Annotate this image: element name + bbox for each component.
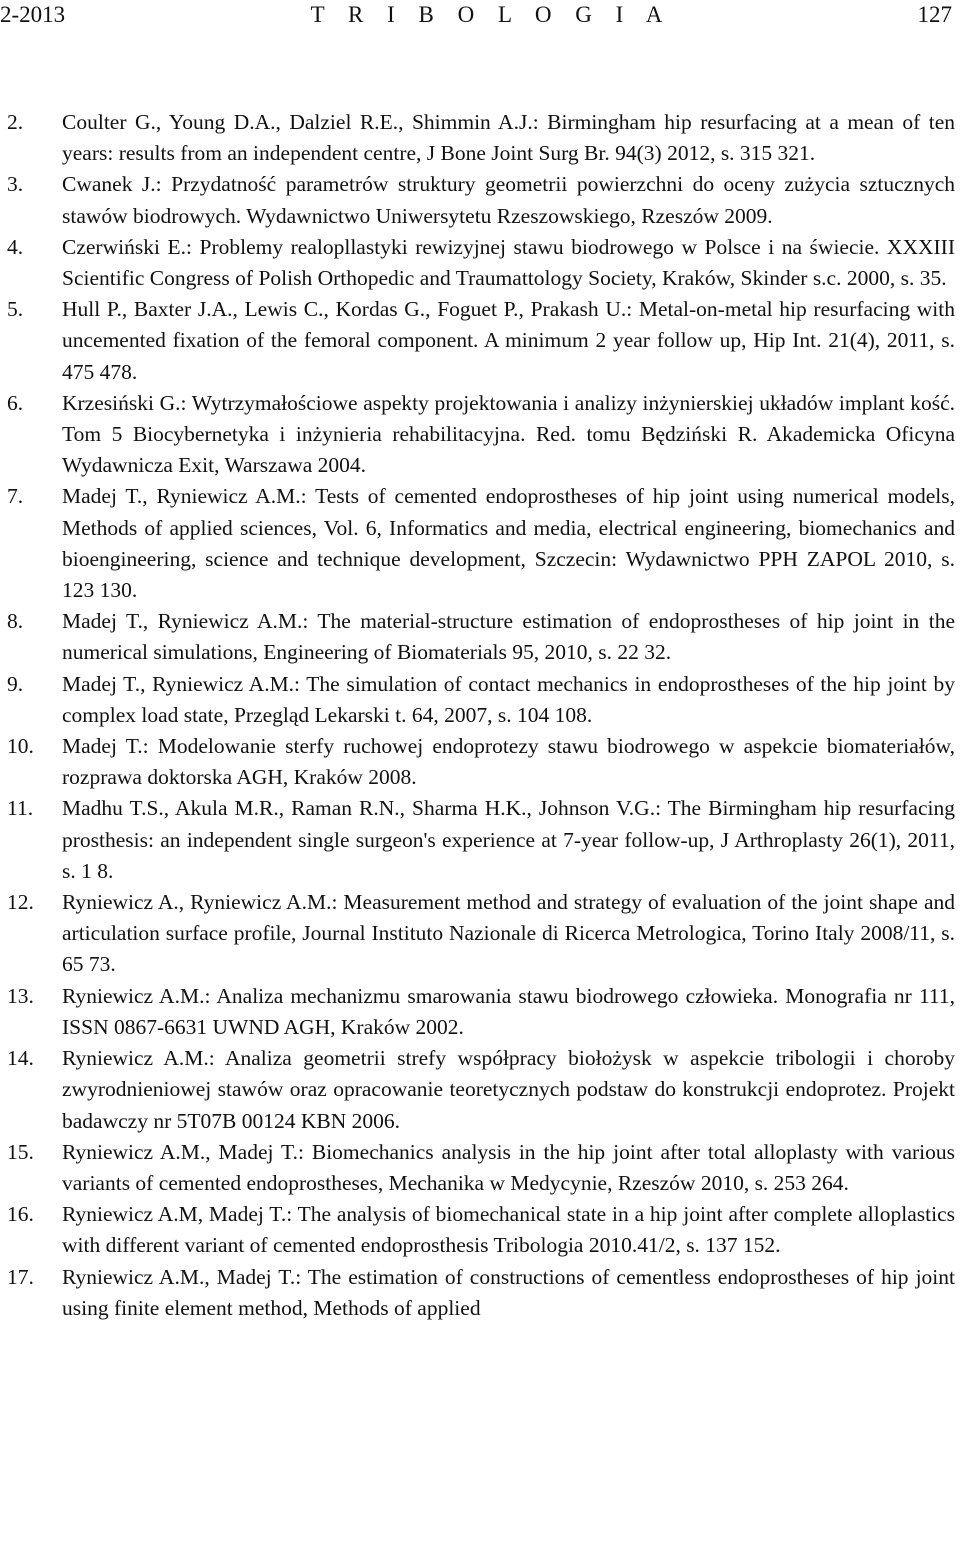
reference-number: 14. bbox=[7, 1046, 34, 1071]
reference-item bbox=[0, 107, 955, 169]
reference-item bbox=[0, 887, 955, 981]
reference-item bbox=[0, 1262, 955, 1324]
journal-title: T R I B O L O G I A bbox=[310, 2, 672, 27]
reference-number: 17. bbox=[7, 1264, 34, 1289]
reference-item bbox=[0, 1043, 955, 1137]
reference-item bbox=[0, 481, 955, 606]
reference-number: 8. bbox=[7, 609, 24, 634]
reference-text: Madej T., Ryniewicz A.M.: Tests of cemented endoprostheses of hip joint using numerical models, Methods of applied sciences, Vol. 6, Informatics and media, electrical engineering, biomechanics and bioengineering, science and technique development, Szczecin: Wydawnictwo PPH ZAPOL 2010, s. 123 130. bbox=[62, 484, 955, 603]
reference-number: 13. bbox=[7, 983, 34, 1008]
reference-item bbox=[0, 1137, 955, 1199]
reference-number: 3. bbox=[7, 172, 24, 197]
reference-text: Ryniewicz A., Ryniewicz A.M.: Measurement method and strategy of evaluation of the joint shape and articulation surface profile, Journal Instituto Nazionale di Ricerca Metrologica, Torino Italy 2008/11, s. 65 73. bbox=[62, 890, 955, 977]
reference-text: Madej T.: Modelowanie sterfy ruchowej endoprotezy stawu biodrowego w aspekcie biomateriałów, rozprawa doktorska AGH, Kraków 2008. bbox=[62, 734, 955, 790]
reference-item bbox=[0, 294, 955, 388]
reference-text: Coulter G., Young D.A., Dalziel R.E., Shimmin A.J.: Birmingham hip resurfacing at a mean of ten years: results from an independent centre, J Bone Joint Surg Br. 94(3) 2012, s. 315 321. bbox=[62, 110, 955, 166]
reference-number: 11. bbox=[7, 796, 34, 821]
reference-text: Madej T., Ryniewicz A.M.: The material-structure estimation of endoprostheses of hip joint in the numerical simulations, Engineering of Biomaterials 95, 2010, s. 22 32. bbox=[62, 609, 955, 665]
reference-number: 2. bbox=[7, 110, 24, 134]
reference-text: Ryniewicz A.M.: Analiza geometrii strefy współpracy biołożysk w aspekcie tribologii i choroby zwyrodnieniowej stawów oraz opracowanie teoretycznych podstaw do konstrukcji endoprotez. Projekt badawczy nr 5T07B 00124 KBN 2006. bbox=[62, 1046, 955, 1133]
reference-item bbox=[0, 793, 955, 887]
reference-item bbox=[0, 232, 955, 294]
running-header bbox=[0, 0, 952, 30]
reference-text: Hull P., Baxter J.A., Lewis C., Kordas G., Foguet P., Prakash U.: Metal-on-metal hip resurfacing with uncemented fixation of the femoral component. A minimum 2 year follow up, Hip Int. 21(4), 2011, s. 475 478. bbox=[62, 297, 955, 384]
reference-text: Cwanek J.: Przydatność parametrów struktury geometrii powierzchni do oceny zużycia sztucznych stawów biodrowych. Wydawnictwo Uniwersytetu Rzeszowskiego, Rzeszów 2009. bbox=[62, 172, 955, 228]
reference-number: 7. bbox=[7, 484, 24, 509]
reference-item bbox=[0, 669, 955, 731]
reference-item bbox=[0, 981, 955, 1043]
reference-text: Krzesiński G.: Wytrzymałościowe aspekty projektowania i analizy inżynierskiej układów implant kość. Tom 5 Biocybernetyka i inżynieria rehabilitacyjna. Red. tomu Będziński R. Akademicka Oficyna Wydawnicza Exit, Warszawa 2004. bbox=[62, 390, 955, 478]
reference-number: 16. bbox=[7, 1202, 34, 1227]
reference-item bbox=[0, 606, 955, 668]
issue-number: 2-2013 bbox=[0, 2, 66, 27]
reference-item bbox=[0, 169, 955, 231]
reference-text: Madej T., Ryniewicz A.M.: The simulation of contact mechanics in endoprostheses of the hip joint by complex load state, Przegląd Lekarski t. 64, 2007, s. 104 108. bbox=[62, 671, 955, 727]
reference-item bbox=[0, 1199, 955, 1261]
reference-item bbox=[0, 388, 955, 482]
reference-text: Ryniewicz A.M, Madej T.: The analysis of biomechanical state in a hip joint after complete alloplastics with different variant of cemented endoprosthesis Tribologia 2010.41/2, s. 137 152. bbox=[62, 1202, 955, 1258]
reference-number: 10. bbox=[7, 734, 34, 759]
reference-number: 9. bbox=[7, 671, 24, 696]
reference-text: Madhu T.S., Akula M.R., Raman R.N., Sharma H.K., Johnson V.G.: The Birmingham hip resurfacing prosthesis: an independent single surgeon's experience at 7-year follow-up, J Arthroplasty 26(1), 2011, s. 1 8. bbox=[62, 796, 955, 883]
reference-number: 4. bbox=[7, 234, 24, 259]
reference-number: 5. bbox=[7, 297, 24, 322]
reference-item bbox=[0, 731, 955, 793]
reference-text: Ryniewicz A.M., Madej T.: The estimation of constructions of cementless endoprostheses of hip joint using finite element method, Methods of applied bbox=[62, 1264, 955, 1320]
reference-text: Czerwiński E.: Problemy realopllastyki rewizyjnej stawu biodrowego w Polsce i na świecie. XXXIII Scientific Congress of Polish Orthopedic and Traumattology Society, Kraków, Skinder s.c. 2000, s. 35. bbox=[62, 234, 955, 291]
reference-number: 12. bbox=[7, 890, 34, 915]
reference-number: 15. bbox=[7, 1139, 34, 1164]
page-number: 127 bbox=[917, 2, 952, 27]
reference-list bbox=[0, 107, 955, 1324]
reference-text: Ryniewicz A.M.: Analiza mechanizmu smarowania stawu biodrowego człowieka. Monografia nr 111, ISSN 0867-6631 UWND AGH, Kraków 2002. bbox=[62, 983, 955, 1039]
reference-text: Ryniewicz A.M., Madej T.: Biomechanics analysis in the hip joint after total alloplasty with various variants of cemented endoprostheses, Mechanika w Medycynie, Rzeszów 2010, s. 253 264. bbox=[62, 1139, 955, 1195]
reference-number: 6. bbox=[7, 390, 24, 415]
